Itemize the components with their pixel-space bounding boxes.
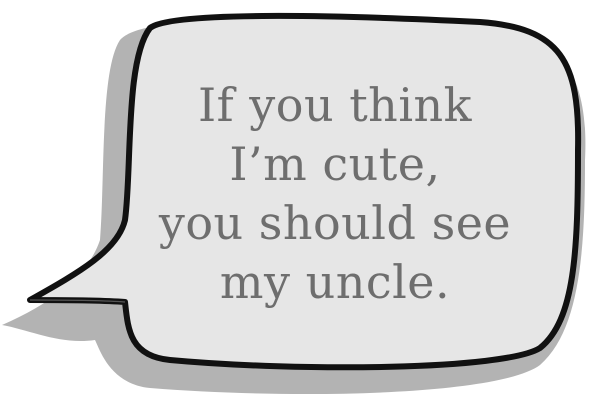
speech-bubble-text <box>130 76 540 312</box>
speech-line-4: my uncle. <box>219 255 451 309</box>
speech-line-3: you should see <box>158 196 512 250</box>
speech-line-1: If you think <box>197 78 473 132</box>
speech-line-2: I’m cute, <box>229 137 441 191</box>
